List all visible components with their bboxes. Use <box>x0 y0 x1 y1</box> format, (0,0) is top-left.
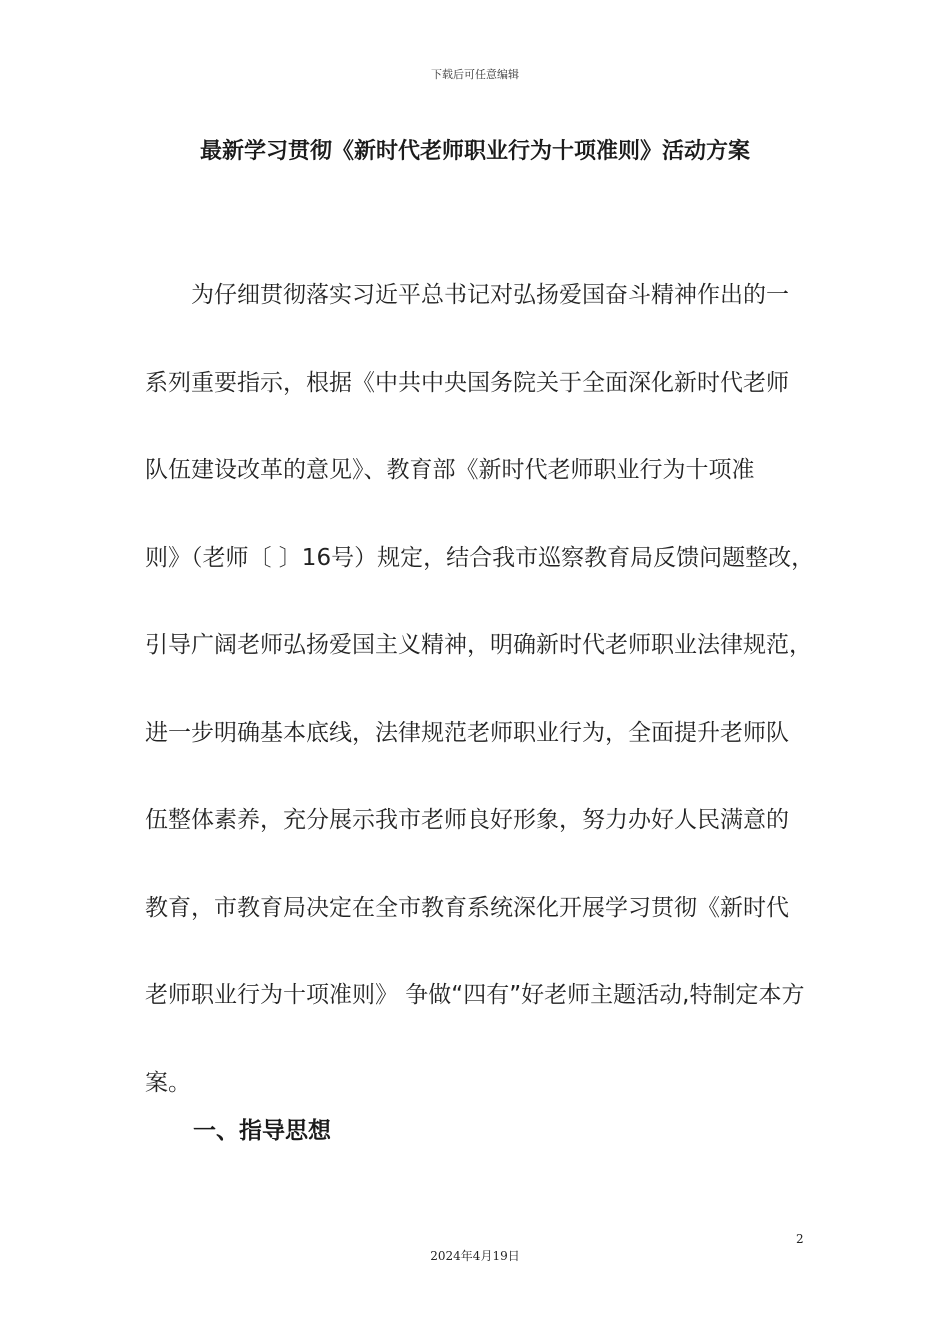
paragraph-line: 引导广阔老师弘扬爱国主义精神，明确新时代老师职业法律规范， <box>145 632 812 658</box>
paragraph-line: 系列重要指示，根据《中共中央国务院关于全面深化新时代老师 <box>145 369 789 396</box>
paragraph-line: 伍整体素养，充分展示我市老师良好形象，努力办好人民满意的 <box>145 807 789 833</box>
paragraph-line: 教育，市教育局决定在全市教育系统深化开展学习贯彻《新时代 <box>145 894 789 921</box>
header-note: 下载后可任意编辑 <box>431 68 519 81</box>
paragraph-line: 队伍建设改革的意见》、教育部《新时代老师职业行为十项准 <box>145 457 755 483</box>
footer-date: 2024年4月19日 <box>430 1249 520 1263</box>
document-title: 最新学习贯彻《新时代老师职业行为十项准则》活动方案 <box>199 139 750 164</box>
paragraph-line: 为仔细贯彻落实习近平总书记对弘扬爱国奋斗精神作出的一 <box>191 282 789 308</box>
paragraph-line: 则》（老师〔 〕16号）规定，结合我市巡察教育局反馈问题整改， <box>145 544 815 571</box>
paragraph-line: 案。 <box>145 1069 191 1096</box>
paragraph-line: 老师职业行为十项准则》 争做“四有”好老师主题活动,特制定本方 <box>145 982 805 1008</box>
paragraph-line: 进一步明确基本底线，法律规范老师职业行为，全面提升老师队 <box>145 719 789 746</box>
page-number: 2 <box>796 1232 804 1246</box>
section-heading: 一、指导思想 <box>193 1118 331 1144</box>
body-paragraph <box>145 252 815 1127</box>
